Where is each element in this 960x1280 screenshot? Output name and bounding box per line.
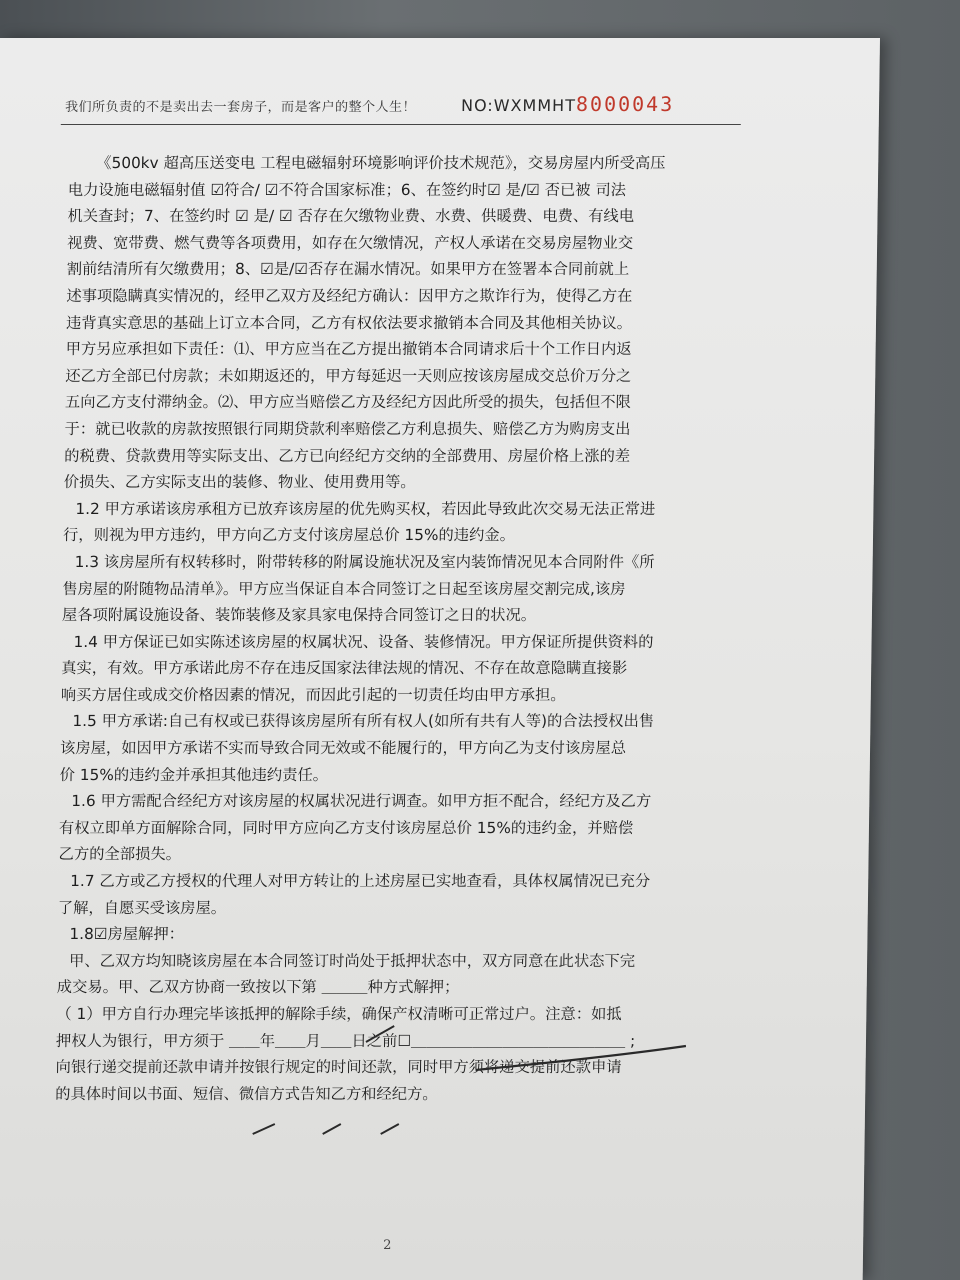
document-number-prefix: NO:WXMMHT bbox=[460, 96, 577, 115]
text-line: 《500kv 超高压送变电 工程电磁辐射环境影响评价技术规范》，交易房屋内所受高压 bbox=[96, 154, 666, 172]
text-line: 述事项隐瞒真实情况的，经甲乙双方及经纪方确认：因甲方之欺诈行为，使得乙方在 bbox=[66, 286, 633, 305]
text-line: 售房屋的附随物品清单》。甲方应当保证自本合同签订之日起至该房屋交割完成,该房 bbox=[62, 579, 626, 598]
text-line: 有权立即单方面解除合同，同时甲方应向乙方支付该房屋总价 15%的违约金，并赔偿 bbox=[58, 818, 634, 837]
text-line: 屋各项附属设施设备、装饰装修及家具家电保持合同签订之日的状况。 bbox=[61, 606, 537, 625]
text-line: 电力设施电磁辐射值 ☑符合/ ☑不符合国家标准；6、在签约时☑ 是/☑ 否已被 司法 bbox=[67, 180, 627, 199]
page-header bbox=[61, 90, 741, 125]
text-line: 1.6 甲方需配合经纪方对该房屋的权属状况进行调查。如甲方拒不配合，经纪方及乙方 bbox=[71, 792, 652, 811]
text-line: 价损失、乙方实际支出的装修、物业、使用费用等。 bbox=[63, 473, 416, 492]
header-slogan: 我们所负责的不是卖出去一套房子，而是客户的整个人生！ bbox=[64, 100, 417, 115]
text-line: 价 15%的违约金并承担其他违约责任。 bbox=[59, 765, 329, 784]
text-line: 五向乙方支付滞纳金。⑵、甲方应当赔偿乙方及经纪方因此所受的损失，包括但不限 bbox=[64, 393, 632, 412]
text-line: 了解，自愿买受该房屋。 bbox=[57, 898, 227, 917]
text-line: 1.2 甲方承诺该房承租方已放弃该房屋的优先购买权，若因此导致此次交易无法正常进 bbox=[75, 499, 656, 518]
text-line: 1.8☑房屋解押： bbox=[69, 925, 185, 944]
text-line: 1.5 甲方承诺:自己有权或已获得该房屋所有所有权人(如所有共有人等)的合法授权出售 bbox=[72, 712, 655, 731]
text-line: 押权人为银行，甲方须于 ＿＿年＿＿月＿＿日之前☐＿＿＿＿＿＿＿＿＿＿＿＿＿＿ ; bbox=[55, 1031, 636, 1050]
text-line: 1.4 甲方保证已如实陈述该房屋的权属状况、设备、装修情况。甲方保证所提供资料的 bbox=[73, 632, 654, 651]
text-line: 乙方的全部损失。 bbox=[58, 845, 182, 864]
contract-page bbox=[0, 38, 880, 1280]
document-number bbox=[461, 92, 675, 116]
text-line: 向银行递交提前还款申请并按银行规定的时间还款，同时甲方须将递交提前还款申请 bbox=[55, 1058, 622, 1077]
text-line: 该房屋，如因甲方承诺不实而导致合同无效或不能履行的，甲方向乙为支付该房屋总 bbox=[59, 739, 627, 758]
text-line: 1.7 乙方或乙方授权的代理人对甲方转让的上述房屋已实地查看，具体权属情况已充分 bbox=[70, 872, 651, 891]
text-line: 还乙方全部已付房款；未如期返还的，甲方每延迟一天则应按该房屋成交总价万分之 bbox=[65, 366, 632, 385]
text-line: 响买方居住或成交价格因素的情况，而因此引起的一切责任均由甲方承担。 bbox=[60, 685, 566, 704]
text-line: 的税费、贷款费用等实际支出、乙方已向经纪方交纳的全部费用、房屋价格上涨的差 bbox=[64, 446, 631, 465]
text-line: 甲方另应承担如下责任：⑴、甲方应当在乙方提出撤销本合同请求后十个工作日内返 bbox=[65, 340, 632, 359]
text-line: 真实，有效。甲方承诺此房不存在违反国家法律法规的情况、不存在故意隐瞒直接影 bbox=[61, 659, 628, 678]
text-line: 机关查封；7、在签约时 ☑ 是/ ☑ 否存在欠缴物业费、水费、供暖费、电费、有线电 bbox=[67, 207, 635, 226]
text-line: 于：就已收款的房款按照银行同期贷款利率赔偿乙方利息损失、赔偿乙方为购房支出 bbox=[64, 419, 631, 438]
page-number: 2 bbox=[383, 1238, 392, 1253]
text-line: 割前结清所有欠缴费用；8、☑是/☑否存在漏水情况。如果甲方在签署本合同前就上 bbox=[66, 260, 630, 279]
text-line: 成交易。甲、乙双方协商一致按以下第 ＿＿＿种方式解押； bbox=[56, 978, 460, 997]
text-line: 违背真实意思的基础上订立本合同，乙方有权依法要求撤销本合同及其他相关协议。 bbox=[65, 313, 633, 332]
text-line: 1.3 该房屋所有权转移时，附带转移的附属设施状况及室内装饰情况见本合同附件《所 bbox=[74, 552, 655, 571]
text-line: （ 1）甲方自行办理完毕该抵押的解除手续，确保产权清晰可正常过户。注意：如抵 bbox=[56, 1005, 622, 1023]
contract-body bbox=[55, 150, 748, 1107]
document-number-stamp: 8000043 bbox=[575, 92, 675, 116]
text-line: 甲、乙双方均知晓该房屋在本合同签订时尚处于抵押状态中，双方同意在此状态下完 bbox=[68, 951, 636, 970]
text-line: 行，则视为甲方违约，甲方向乙方支付该房屋总价 15%的违约金。 bbox=[62, 526, 516, 545]
text-line: 的具体时间以书面、短信、微信方式告知乙方和经纪方。 bbox=[55, 1084, 438, 1103]
text-line: 视费、宽带费、燃气费等各项费用，如存在欠缴情况，产权人承诺在交易房屋物业交 bbox=[67, 233, 634, 252]
